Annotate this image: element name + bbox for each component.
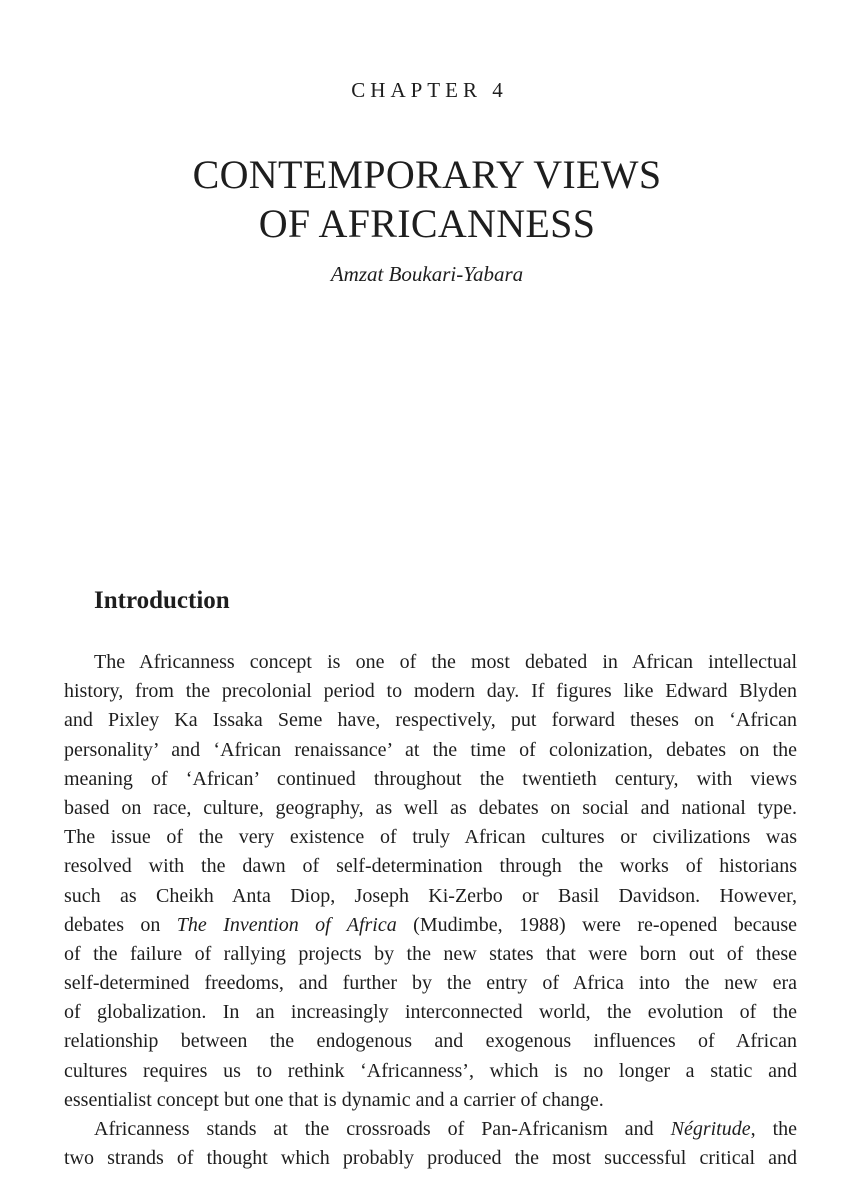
paragraph-line: meaning of ‘African’ continued throughout the twentieth century, with views (64, 767, 797, 790)
paragraph-line: self-determined freedoms, and further by the entry of Africa into the new era (64, 972, 797, 995)
chapter-title-line-2: OF AFRICANNESS (258, 201, 596, 246)
chapter-title (0, 150, 854, 248)
paragraph-line: of globalization. In an increasingly interconnected world, the evolution of the (64, 1001, 797, 1024)
book-title-citation: The Invention of Africa (176, 913, 397, 936)
paragraph-line: of the failure of rallying projects by the new states that were born out of these (64, 942, 797, 965)
line-text: debates on (64, 913, 177, 936)
paragraph-line: relationship between the endogenous and exogenous influences of African (64, 1030, 797, 1053)
paragraph-line (64, 911, 797, 940)
section-heading: Introduction (94, 587, 230, 614)
chapter-title-line-1: CONTEMPORARY VIEWS (192, 152, 662, 197)
paragraph-line: based on race, culture, geography, as well as debates on social and national type. (64, 796, 797, 819)
paragraph-line: The Africanness concept is one of the most debated in African intellectual (94, 651, 797, 673)
paragraph-line: history, from the precolonial period to modern day. If figures like Edward Blyden (64, 680, 797, 703)
chapter-label: CHAPTER 4 (351, 78, 508, 102)
chapter-author: Amzat Boukari-Yabara (330, 262, 524, 286)
paragraph-line (64, 1115, 797, 1144)
paragraph-line: such as Cheikh Anta Diop, Joseph Ki-Zerbo or Basil Davidson. However, (64, 884, 797, 907)
italic-term: Négritude (670, 1118, 751, 1140)
paragraph-line: personality’ and ‘African renaissance’ at the time of colonization, debates on the (64, 738, 797, 761)
paragraph-line: resolved with the dawn of self-determination through the works of historians (64, 855, 797, 878)
line-text: (Mudimbe, 1988) were re-opened because (396, 913, 797, 936)
paragraph-line: cultures requires us to rethink ‘Africanness’, which is no longer a static and (64, 1059, 797, 1082)
paragraph-line: The issue of the very existence of truly African cultures or civilizations was (64, 826, 797, 849)
line-text: Africanness stands at the crossroads of Pan-Africanism and (94, 1118, 671, 1140)
paragraph-line: and Pixley Ka Issaka Seme have, respectively, put forward theses on ‘African (64, 709, 797, 732)
body-text (64, 648, 797, 1173)
paragraph-line: essentialist concept but one that is dynamic and a carrier of change. (64, 1088, 604, 1111)
line-text: , the (750, 1118, 797, 1140)
paragraph-line: two strands of thought which probably produced the most successful critical and (64, 1147, 797, 1170)
